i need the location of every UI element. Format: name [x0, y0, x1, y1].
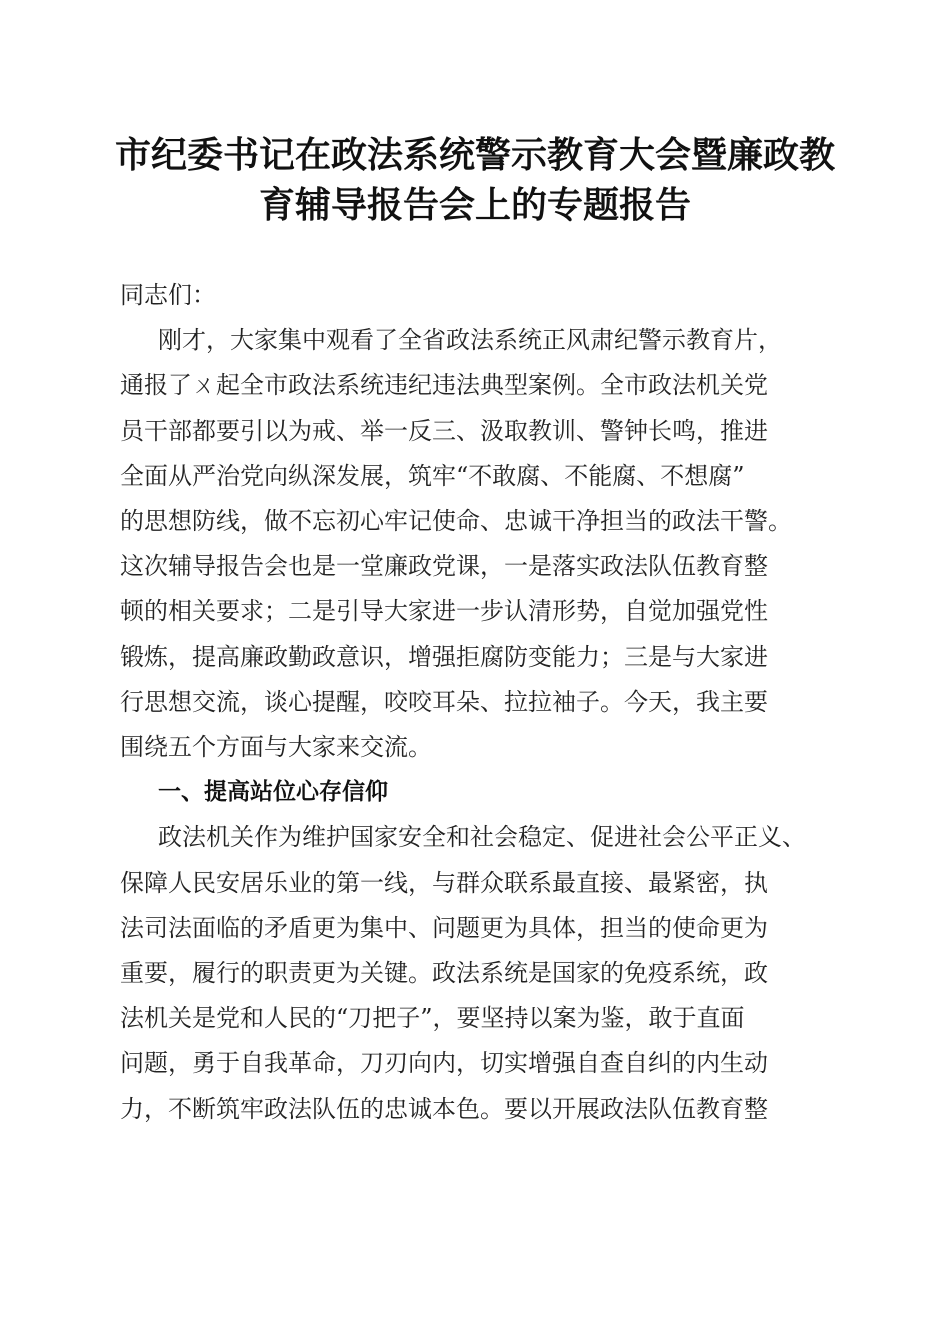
paragraph-line: 围绕五个方面与大家来交流。 [120, 733, 432, 762]
title-line-2: 育辅导报告会上的专题报告 [258, 184, 691, 226]
section-heading: 一、提高站位心存信仰 [158, 779, 388, 806]
paragraph-line: 力，不断筑牢政法队伍的忠诚本色。要以开展政法队伍教育整 [120, 1094, 768, 1123]
paragraph-line: 刚才，大家集中观看了全省政法系统正风肃纪警示教育片， [158, 326, 782, 355]
paragraph-line: 重要，履行的职责更为关键。政法系统是国家的免疫系统，政 [120, 959, 768, 988]
paragraph-line: 保障人民安居乐业的第一线，与群众联系最直接、最紧密，执 [120, 868, 768, 897]
paragraph-line: 这次辅导报告会也是一堂廉政党课，一是落实政法队伍教育整 [120, 552, 768, 581]
paragraph-line: 行思想交流，谈心提醒，咬咬耳朵、拉拉袖子。今天，我主要 [120, 687, 768, 716]
paragraph-line: 通报了ㄨ起全市政法系统违纪违法典型案例。全市政法机关党 [120, 371, 768, 400]
paragraph-line: 的思想防线，做不忘初心牢记使命、忠诚干净担当的政法干警。 [120, 507, 792, 536]
document-title [100, 130, 850, 230]
section-1-paragraph [120, 815, 830, 1131]
paragraph-line: 法司法面临的矛盾更为集中、问题更为具体，担当的使命更为 [120, 913, 768, 942]
intro-paragraph [120, 318, 830, 770]
paragraph-line: 员干部都要引以为戒、举一反三、汲取教训、警钟长鸣，推进 [120, 416, 768, 445]
salutation: 同志们： [120, 281, 216, 309]
paragraph-line: 全面从严治党向纵深发展，筑牢“不敢腐、不能腐、不想腐” [120, 461, 745, 490]
title-line-1: 市纪委书记在政法系统警示教育大会暨廉政教 [114, 134, 835, 176]
document-body [120, 273, 830, 1132]
paragraph-line: 顿的相关要求；二是引导大家进一步认清形势，自觉加强党性 [120, 597, 768, 626]
paragraph-line: 问题，勇于自我革命，刀刃向内，切实增强自查自纠的内生动 [120, 1049, 768, 1078]
paragraph-line: 法机关是党和人民的“刀把子”，要坚持以案为鉴，敢于直面 [120, 1004, 745, 1033]
paragraph-line: 政法机关作为维护国家安全和社会稳定、促进社会公平正义、 [158, 823, 806, 852]
paragraph-line: 锻炼，提高廉政勤政意识，增强拒腐防变能力；三是与大家进 [120, 642, 768, 671]
